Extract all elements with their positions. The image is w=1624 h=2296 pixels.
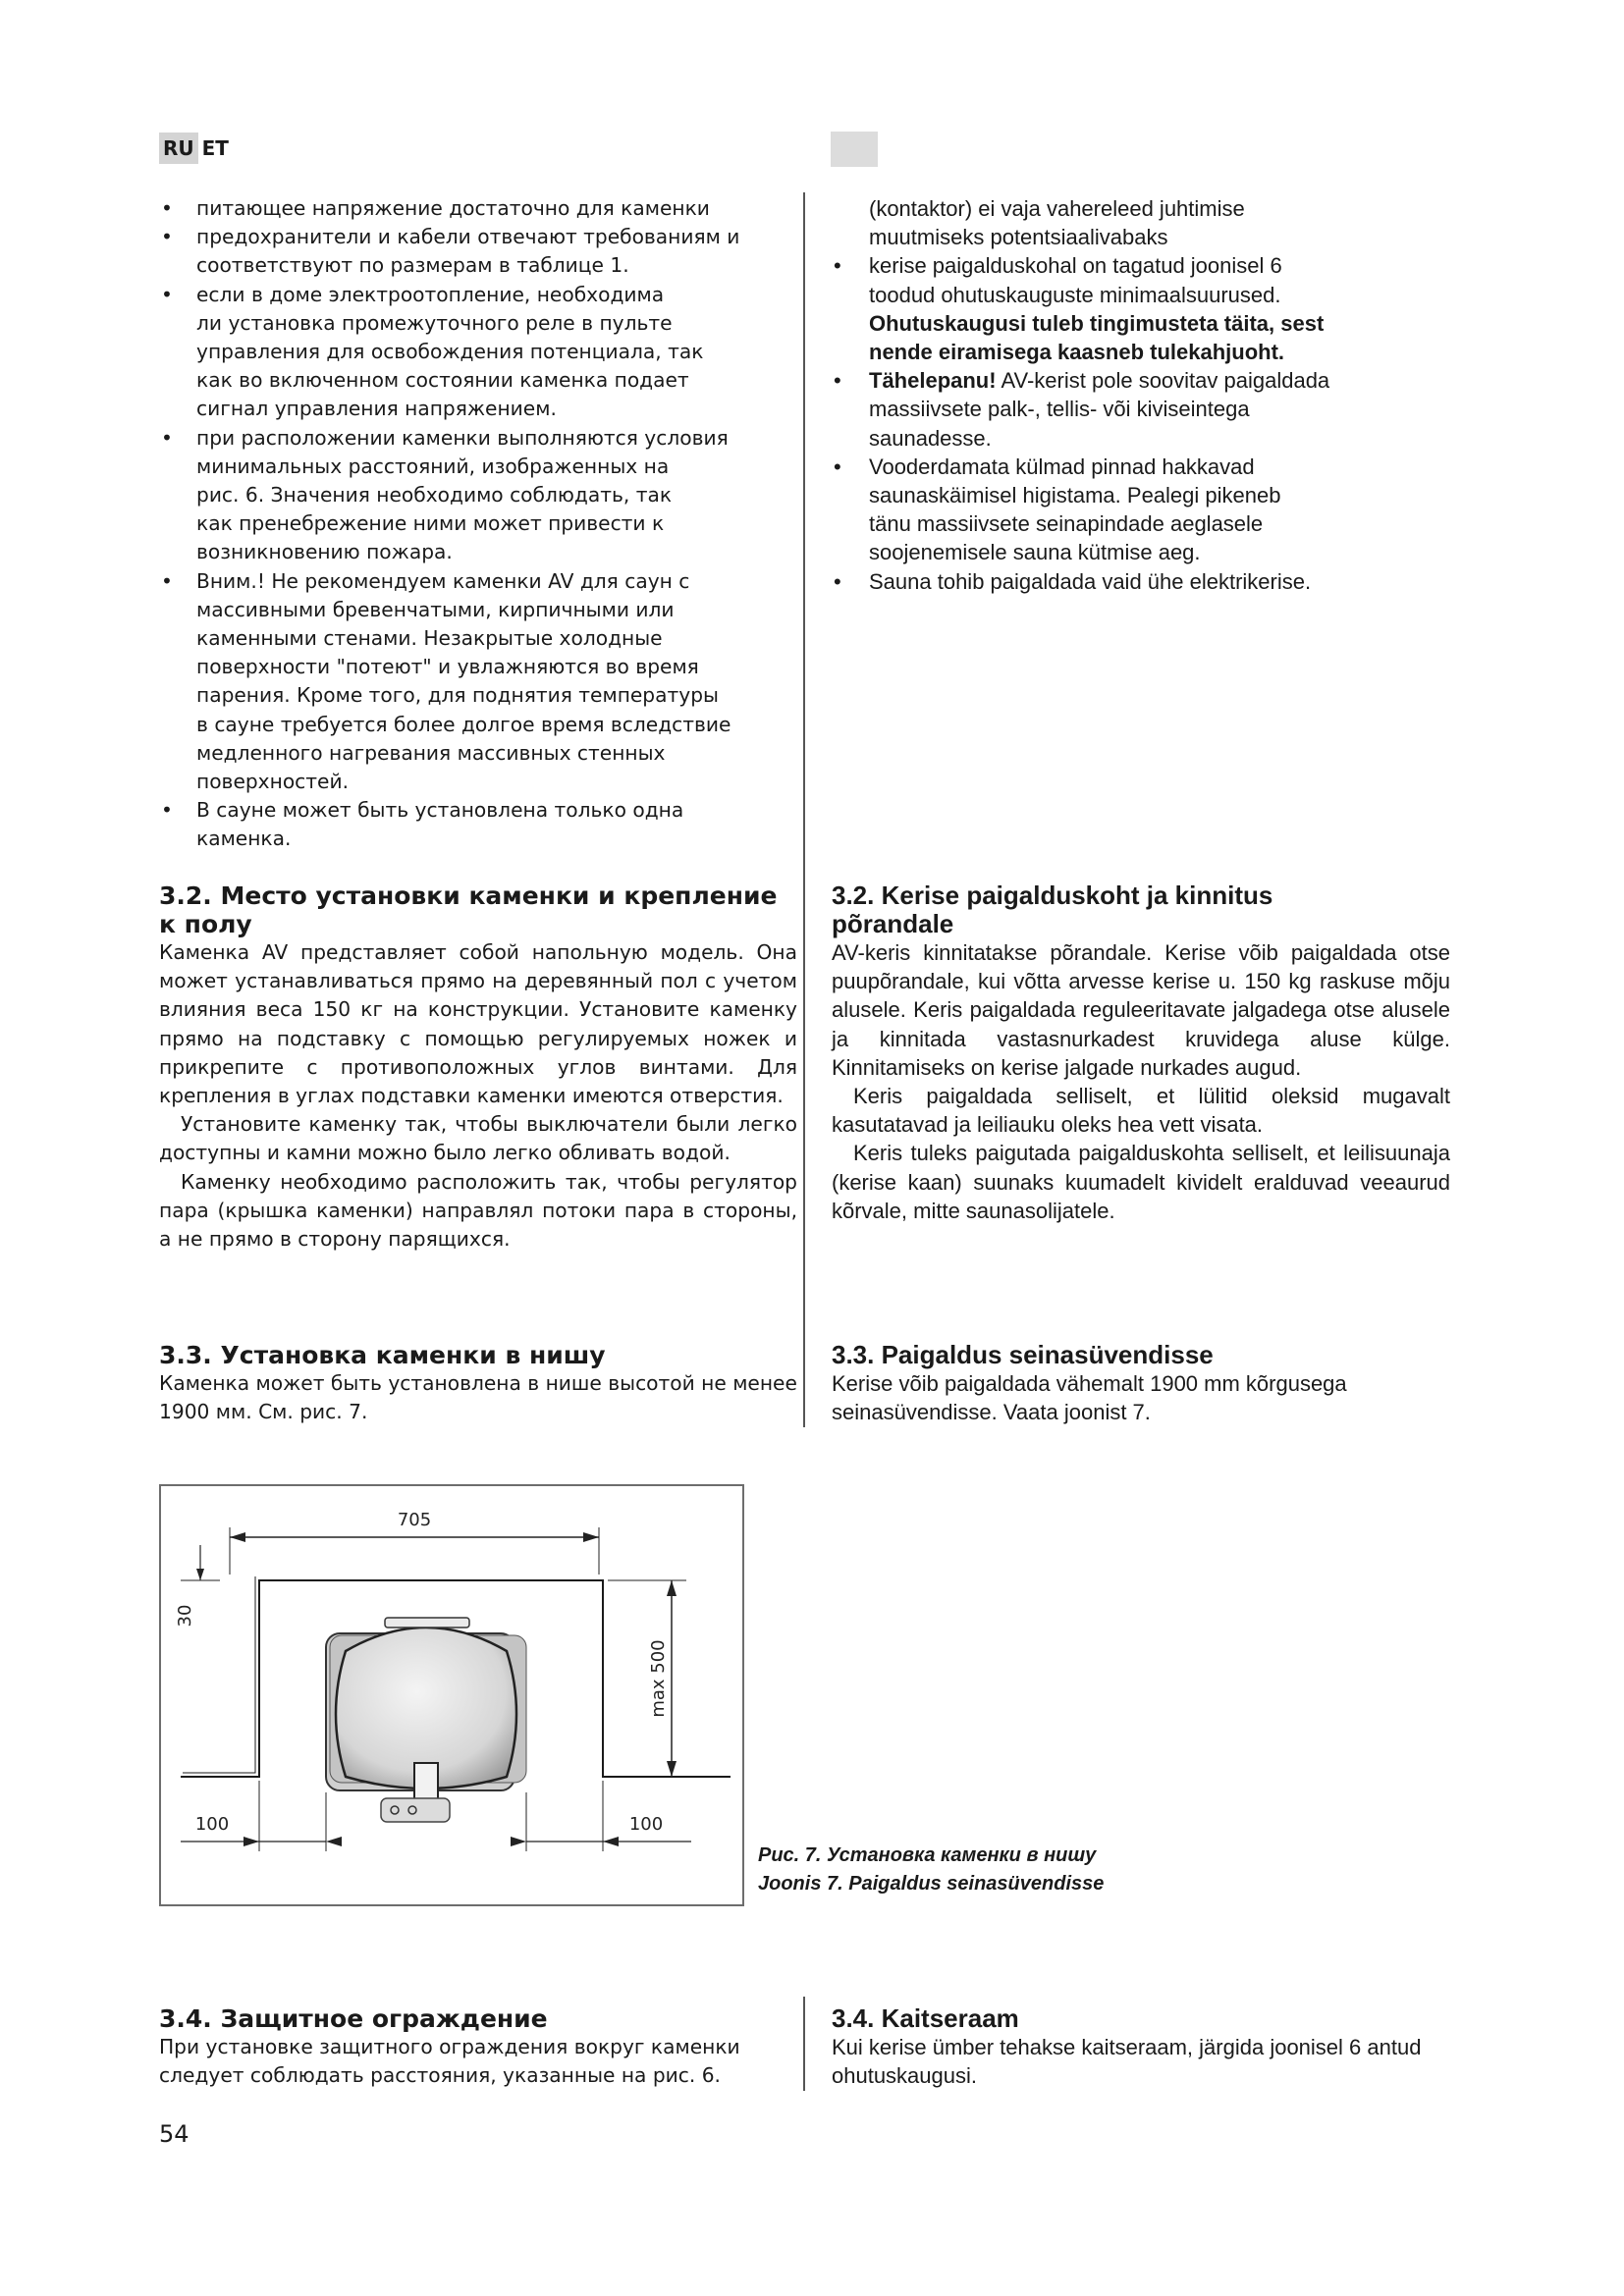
ru-paragraph: Каменка может быть установлена в нише высотой не менее 1900 мм. См. рис. 7. <box>159 1371 797 1424</box>
et-section-3-3 <box>832 1341 1450 1426</box>
ru-section-3-4 <box>159 2004 797 2090</box>
dim-max-500-label: max 500 <box>648 1639 669 1718</box>
ru-bullet: • при расположении каменки выполняются условия минимальных расстояний, изображенных на рис. 6. Значения необходимо соблюдать, так как пренебрежение ними может привести к возникновению пожара. <box>159 424 797 567</box>
caption-ru: Рис. 7. Установка каменки в нишу <box>758 1844 1097 1866</box>
ru-bullet: • предохранители и кабели отвечают требованиям и соответствуют по размерам в таблице 1. <box>159 223 797 280</box>
page-number: 54 <box>159 2120 189 2148</box>
ru-bullet: • Вним.! Не рекомендуем каменки AV для саун с массивными бревенчатыми, кирпичными или каменными стенами. Незакрытые холодные поверхности "потеют" и увлажняются во время парения. Кроме того, для поднятия температуры в сауне требуется более долгое время вследствие медленного нагревания массивных стенных поверхностей. <box>159 567 797 797</box>
ru-heading-3-3: 3.3. Установка каменки в нишу <box>159 1341 606 1369</box>
heater-top-view <box>326 1618 526 1822</box>
language-indicator <box>159 132 229 165</box>
niche-installation-diagram <box>161 1486 742 1904</box>
column-divider-bottom <box>803 1997 805 2091</box>
et-heading-3-3: 3.3. Paigaldus seinasüvendisse <box>832 1340 1214 1369</box>
ru-section-3-3 <box>159 1341 797 1426</box>
et-section-3-2 <box>832 881 1450 1225</box>
ru-bullet: • если в доме электроотопление, необходима ли установка промежуточного реле в пульте управления для освобождения потенциала, так как во включенном состоянии каменка подает сигнал управления напряжением. <box>159 281 797 424</box>
figure-caption <box>758 1842 1104 1898</box>
column-divider <box>803 192 805 1427</box>
header-marker-box <box>831 132 878 167</box>
ru-bullet: • питающее напряжение достаточно для каменки <box>159 194 797 223</box>
ru-heading-3-4: 3.4. Защитное ограждение <box>159 2004 548 2033</box>
dim-705-label: 705 <box>397 1510 432 1530</box>
et-paragraph: Kui kerise ümber tehakse kaitseraam, järgida joonisel 6 antud ohutuskaugusi. <box>832 2035 1422 2089</box>
dim-100-left-label: 100 <box>194 1814 230 1835</box>
et-section-3-4 <box>832 2004 1450 2090</box>
et-continued-text: (kontaktor) ei vaja vahereleed juhtimise muutmiseks potentsiaalivabaks <box>869 196 1245 250</box>
figure-7-frame <box>159 1484 744 1906</box>
et-paragraph: Keris tuleks paigutada paigalduskohta selliselt, et leilisuunaja (kerise kaan) suunaks kuumadelt kividelt eralduvad veeaurud kõrvale, mitte saunasolijatele. <box>832 1141 1450 1223</box>
et-requirements-list <box>832 194 1450 596</box>
et-bullet: • Sauna tohib paigaldada vaid ühe elektrikerise. <box>832 567 1450 596</box>
lang-et-tag: ET <box>201 136 229 160</box>
et-heading-3-2: 3.2. Kerise paigalduskoht ja kinnitus põrandale <box>832 881 1273 938</box>
et-bullet: • kerise paigalduskohal on tagatud joonisel 6 toodud ohutuskauguste minimaalsuurused. Ohutuskaugusi tuleb tingimusteta täita, sest nende eiramisega kaasneb tulekahjuoht. <box>832 251 1450 366</box>
ru-paragraph: Каменка AV представляет собой напольную модель. Она может устанавливаться прямо на деревянный пол с учетом влияния веса 150 кг на конструкции. Установите каменку прямо на подставку с помощью регулируемых ножек и прикрепите с противоположных углов винтами. Для крепления в углах подставки каменки имеются отверстия. <box>159 940 797 1108</box>
et-paragraph: AV-keris kinnitatakse põrandale. Kerise võib paigaldada otse puupõrandale, kui võtta arvesse kerise u. 150 kg raskuse mõju alusele. Keris paigaldada reguleeritavate jalgadega otse alusele ja kinnitada vastasnurkadest kruvidega aluse külge. Kinnitamiseks on kerise jalgade nurkades augud. <box>832 940 1450 1080</box>
ru-heading-3-2: 3.2. Место установки каменки и крепление к полу <box>159 881 778 938</box>
et-heading-3-4: 3.4. Kaitseraam <box>832 2003 1019 2033</box>
et-bullet: • Tähelepanu! AV-kerist pole soovitav paigaldada massiivsete palk-, tellis- või kiviseintega saunadesse. <box>832 366 1450 453</box>
ru-requirements-list <box>159 194 797 854</box>
ru-paragraph: Каменку необходимо расположить так, чтобы регулятор пара (крышка каменки) направлял потоки пара в стороны, а не прямо в сторону парящихся. <box>159 1169 797 1252</box>
dim-30-label: 30 <box>175 1604 195 1628</box>
et-bullet: • Vooderdamata külmad pinnad hakkavad saunaskäimisel higistama. Pealegi pikeneb tänu massiivsete seinapindade aeglasele soojenemisele sauna kütmise aeg. <box>832 453 1450 567</box>
caption-et: Joonis 7. Paigaldus seinasüvendisse <box>758 1873 1105 1895</box>
lang-ru-tag: RU <box>159 133 198 164</box>
ru-bullet: • В сауне может быть установлена только одна каменка. <box>159 796 797 853</box>
et-paragraph: Kerise võib paigaldada vähemalt 1900 mm kõrgusega seinasüvendisse. Vaata joonist 7. <box>832 1371 1347 1425</box>
ru-section-3-2 <box>159 881 797 1254</box>
dim-100-right-label: 100 <box>628 1814 664 1835</box>
et-paragraph: Keris paigaldada selliselt, et lülitid oleksid mugavalt kasutatavad ja leiliauku oleks hea vett visata. <box>832 1084 1450 1138</box>
ru-paragraph: При установке защитного ограждения вокруг каменки следует соблюдать расстояния, указанные на рис. 6. <box>159 2035 740 2088</box>
ru-paragraph: Установите каменку так, чтобы выключатели были легко доступны и камни можно было легко обливать водой. <box>159 1112 797 1165</box>
